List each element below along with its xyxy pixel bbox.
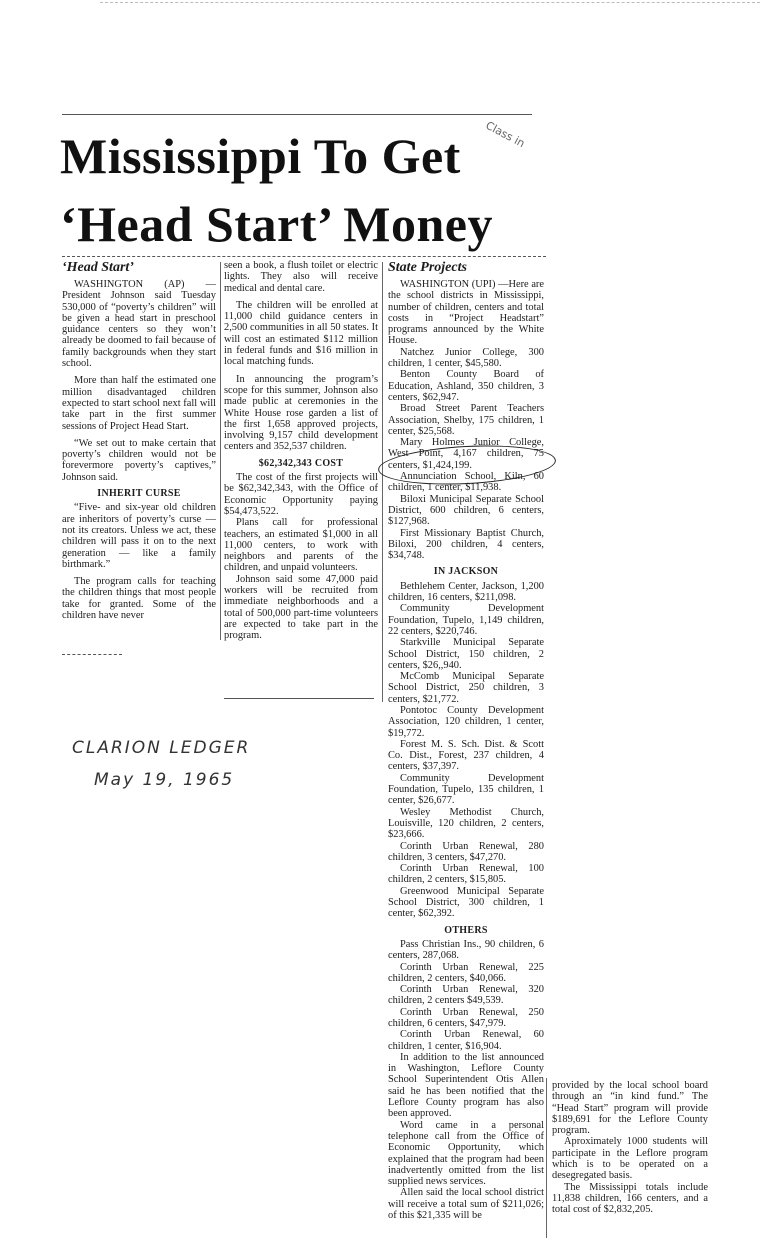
page-top-dotted-edge (100, 2, 760, 3)
handwritten-date: May 19, 1965 (94, 770, 235, 790)
column-3-intro: WASHINGTON (UPI) —Here are the school districts in Mississippi, number of children, centers and total costs in “Project Headstart” programs announced by the White House. (388, 279, 544, 347)
column-2-paragraph: seen a book, a flush toilet or electric lights. They also will receive medical and dental care. (224, 260, 378, 294)
project-entry: Starkville Municipal Separate School District, 150 children, 2 centers, $26,,940. (388, 637, 544, 671)
project-entry: Natchez Junior College, 300 children, 1 center, $45,580. (388, 346, 544, 370)
article-column-3 (388, 260, 544, 1240)
project-entry: McComb Municipal Separate School District, 250 children, 3 centers, $21,772. (388, 671, 544, 705)
project-entry: Annunciation School, Kiln, 60 children, 1 center, $11,938. (388, 471, 544, 494)
column-1-paragraph: “We set out to make certain that poverty’s children would not be forevermore poverty’s captives,” Johnson said. (62, 437, 216, 483)
project-entry: Corinth Urban Renewal, 280 children, 3 centers, $47,270. (388, 840, 544, 863)
column-1-subhead: INHERIT CURSE (97, 488, 181, 500)
column-3-paragraph: In addition to the list announced in Washington, Leflore County School Superintendent Otis Allen said he has been notified that the Leflore County program has also been approved. (388, 1051, 544, 1120)
project-entry: Forest M. S. Sch. Dist. & Scott Co. Dist., Forest, 237 children, 4 centers, $37,397. (388, 738, 544, 773)
column-2-paragraph: The children will be enrolled at 11,000 child guidance centers in 2,500 communities in all 50 states. It will cost an estimated $112 million in federal funds and $16 million in local matching funds. (224, 299, 378, 368)
column-3-paragraph: Word came in a personal telephone call from the Office of Economic Opportunity, which explained that the program had been inadvertently omitted from the list supplied news services. (388, 1119, 544, 1188)
project-entry: Pontotoc County Development Association, 120 children, 1 center, $19,772. (388, 704, 544, 739)
column-4-paragraph: provided by the local school board through an “in kind fund.” The “Head Start” program will provide $189,691 for the Leflore County program. (552, 1080, 708, 1137)
project-entry: Community Development Foundation, Tupelo, 135 children, 1 center, $26,677. (388, 772, 544, 807)
column-divider-2 (382, 262, 383, 702)
project-entry: Biloxi Municipal Separate School District, 600 children, 6 centers, $127,968. (388, 493, 544, 528)
column-3-subhead-others: OTHERS (444, 924, 488, 936)
article-column-1 (62, 260, 216, 644)
corner-note: Class in (483, 118, 528, 151)
column-divider-1 (220, 262, 221, 640)
column-2-paragraph: In announcing the program’s scope for this summer, Johnson also made public at ceremonies in the White House rose garden a list of the first 1,658 approved projects, involving 9,157 child development centers and 352,537 children. (224, 373, 378, 453)
column-2-paragraph: Johnson said some 47,000 paid workers will be recruited from immediate neighborhoods and a total of 500,000 part-time volunteers are expected to take part in the program. (224, 573, 378, 642)
column-divider-3 (546, 1078, 547, 1238)
headline-line-2: ‘Head Start’ Money (60, 196, 493, 252)
project-entry: Corinth Urban Renewal, 60 children, 1 center, $16,904. (388, 1029, 544, 1052)
column-1-end-rule (62, 654, 122, 655)
column-4-paragraph: The Mississippi totals include 11,838 children, 166 centers, and a total cost of $2,832,205. (552, 1181, 708, 1216)
project-entry: Pass Christian Ins., 90 children, 6 centers, 287,068. (388, 938, 544, 962)
column-2-end-rule (224, 698, 374, 699)
project-entry: Corinth Urban Renewal, 225 children, 2 centers, $40,066. (388, 961, 544, 984)
project-entry: Broad Street Parent Teachers Association, Shelby, 175 children, 1 center, $25,568. (388, 403, 544, 437)
column-4-paragraph: Aproximately 1000 students will participate in the Leflore program which is to be operated on a desegregated basis. (552, 1136, 708, 1182)
project-entry: Community Development Foundation, Tupelo, 1,149 children, 22 centers, $220,746. (388, 603, 544, 637)
column-3-subhead-jackson: IN JACKSON (433, 566, 499, 578)
project-entry: Benton County Board of Education, Ashland, 350 children, 3 centers, $62,947. (388, 369, 544, 403)
project-entry: Bethlehem Center, Jackson, 1,200 children, 16 centers, $211,098. (388, 580, 544, 604)
project-entry-circled: Mary Holmes Junior College, West Point, 4,167 children, 75 centers, $1,424,199. (388, 437, 544, 471)
column-3-paragraph: Allen said the local school district will receive a total sum of $211,026; of this $21,335 will be (388, 1187, 544, 1222)
project-entry: Corinth Urban Renewal, 250 children, 6 centers, $47,979. (388, 1006, 544, 1029)
headline-line-1: Mississippi To Get (60, 128, 461, 184)
article-column-4 (552, 1080, 708, 1240)
project-entry: First Missionary Baptist Church, Biloxi, 200 children, 4 centers, $34,748. (388, 527, 544, 562)
project-entry: Corinth Urban Renewal, 320 children, 2 centers $49,539. (388, 984, 544, 1007)
column-2-subhead: $62,342,343 COST (258, 457, 344, 469)
column-2-paragraph: The cost of the first projects will be $62,342,343, with the Office of Economic Opportunity paying $54,473,522. (224, 472, 378, 517)
project-entry: Greenwood Municipal Separate School District, 300 children, 1 center, $62,392. (388, 885, 544, 920)
column-1-paragraph: “Five- and six-year old children are inheritors of poverty’s curse — not its creators. Unless we act, these children will pass it on to the next generation — like a family birthmark.” (62, 502, 216, 570)
article-column-2 (224, 260, 378, 696)
column-3-kicker: State Projects (388, 260, 467, 275)
handwritten-source: CLARION LEDGER (72, 738, 251, 758)
headline-rule (62, 256, 546, 257)
column-1-kicker: ‘Head Start’ (62, 260, 134, 275)
project-entry: Wesley Methodist Church, Louisville, 120 children, 2 centers, $23,666. (388, 806, 544, 841)
column-1-paragraph: WASHINGTON (AP) — President Johnson said Tuesday 530,000 of “poverty’s children” will be given a head start in preschool guidance centers so they won’t already be doomed to fail because of family backgrounds when they start school. (62, 279, 216, 370)
project-entry: Corinth Urban Renewal, 100 children, 2 centers, $15,805. (388, 863, 544, 886)
column-1-paragraph: More than half the estimated one million disadvantaged children expected to start school next fall will take part in the first summer sessions of Project Head Start. (62, 375, 216, 432)
top-rule (62, 114, 532, 115)
column-1-paragraph: The program calls for teaching the children things that most people take for granted. Some of the children have never (62, 576, 216, 622)
column-2-paragraph: Plans call for professional teachers, an estimated $1,000 in all 11,000 centers, to work with neighbors and parents of the children, and unpaid volunteers. (224, 517, 378, 574)
